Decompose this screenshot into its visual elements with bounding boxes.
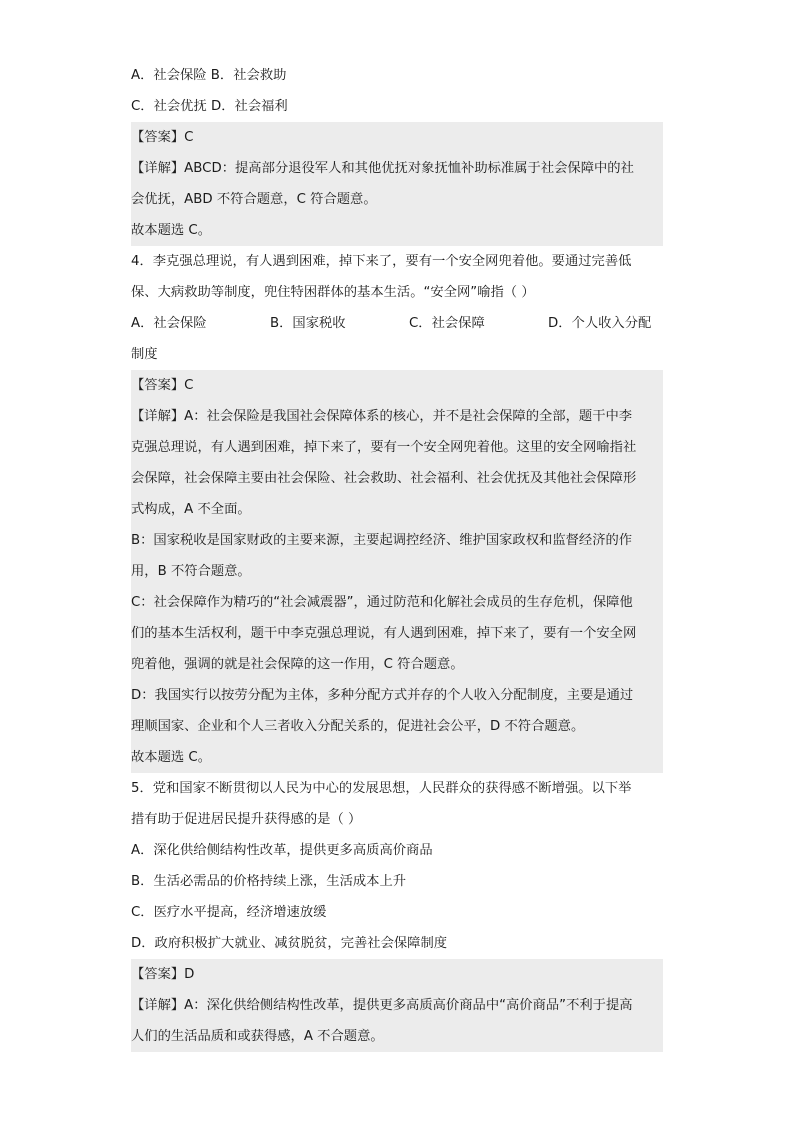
q4-detail-c-line-2: 们的基本生活权利，题干中李克强总理说，有人遇到困难，掉下来了，要有一个安全网 — [131, 618, 663, 649]
q3-detail-line-1: 【详解】ABCD：提高部分退役军人和其他优抚对象抚恤补助标准属于社会保障中的社 — [131, 153, 663, 184]
q5-stem-line-2: 措有助于促进居民提升获得感的是（ ） — [131, 812, 362, 827]
q5-option-b: B．生活必需品的价格持续上涨，生活成本上升 — [131, 874, 407, 889]
q5-option-a: A．深化供给侧结构性改革，提供更多高质高价商品 — [131, 843, 433, 858]
q5-option-c: C．医疗水平提高，经济增速放缓 — [131, 905, 327, 920]
q4-option-d-continued: 制度 — [131, 347, 158, 362]
q4-detail-a-line-1: 【详解】A：社会保险是我国社会保障体系的核心，并不是社会保障的全部，题干中李 — [131, 401, 663, 432]
q3-options-line-2: C．社会优抚 D．社会福利 — [131, 99, 288, 114]
q5-option-d: D．政府积极扩大就业、减贫脱贫，完善社会保障制度 — [131, 936, 448, 951]
q4-detail-d-line-2: 理顺国家、企业和个人三者收入分配关系的，促进社会公平，D 不符合题意。 — [131, 711, 663, 742]
q4-option-d: D．个人收入分配 — [548, 316, 652, 331]
document-page — [131, 60, 663, 1052]
q4-detail-a-line-4: 式构成，A 不全面。 — [131, 494, 663, 525]
q4-detail-c-line-3: 兜着他，强调的就是社会保障的这一作用，C 符合题意。 — [131, 649, 663, 680]
q4-detail-b-line-1: B：国家税收是国家财政的主要来源，主要起调控经济、维护国家政权和监督经济的作 — [131, 525, 663, 556]
q5-detail-a-line-1: 【详解】A：深化供给侧结构性改革，提供更多高质高价商品中“高价商品”不利于提高 — [131, 990, 663, 1021]
q4-answer: 【答案】C — [131, 370, 663, 401]
q5-detail-a-line-2: 人们的生活品质和或获得感，A 不合题意。 — [131, 1021, 663, 1052]
q4-detail-a-line-3: 会保障，社会保障主要由社会保险、社会救助、社会福利、社会优抚及其他社会保障形 — [131, 463, 663, 494]
q4-detail-a-line-2: 克强总理说，有人遇到困难，掉下来了，要有一个安全网兜着他。这里的安全网喻指社 — [131, 432, 663, 463]
q4-options — [131, 308, 663, 339]
q3-options-line-1: A．社会保险 B．社会救助 — [131, 68, 287, 83]
q4-detail-d-line-1: D：我国实行以按劳分配为主体，多种分配方式并存的个人收入分配制度，主要是通过 — [131, 680, 663, 711]
q3-answer: 【答案】C — [131, 122, 663, 153]
q4-detail-b-line-2: 用，B 不符合题意。 — [131, 556, 663, 587]
q4-detail-c-line-1: C：社会保障作为精巧的“社会减震器”，通过防范和化解社会成员的生存危机，保障他 — [131, 587, 663, 618]
q5-stem-line-1: 5．党和国家不断贯彻以人民为中心的发展思想，人民群众的获得感不断增强。以下举 — [131, 781, 632, 796]
q4-stem-line-2: 保、大病救助等制度，兜住特困群体的基本生活。“安全网”喻指（ ） — [131, 285, 535, 300]
q3-detail-line-2: 会优抚，ABD 不符合题意，C 符合题意。 — [131, 184, 663, 215]
q4-stem-line-1: 4．李克强总理说，有人遇到困难，掉下来了，要有一个安全网兜着他。要通过完善低 — [131, 254, 632, 269]
q3-conclusion: 故本题选 C。 — [131, 215, 663, 246]
q4-option-b: B．国家税收 — [270, 316, 346, 331]
q4-conclusion: 故本题选 C。 — [131, 742, 663, 773]
q4-option-a: A．社会保险 — [131, 316, 207, 331]
q4-option-c: C．社会保障 — [409, 316, 485, 331]
q5-answer: 【答案】D — [131, 959, 663, 990]
